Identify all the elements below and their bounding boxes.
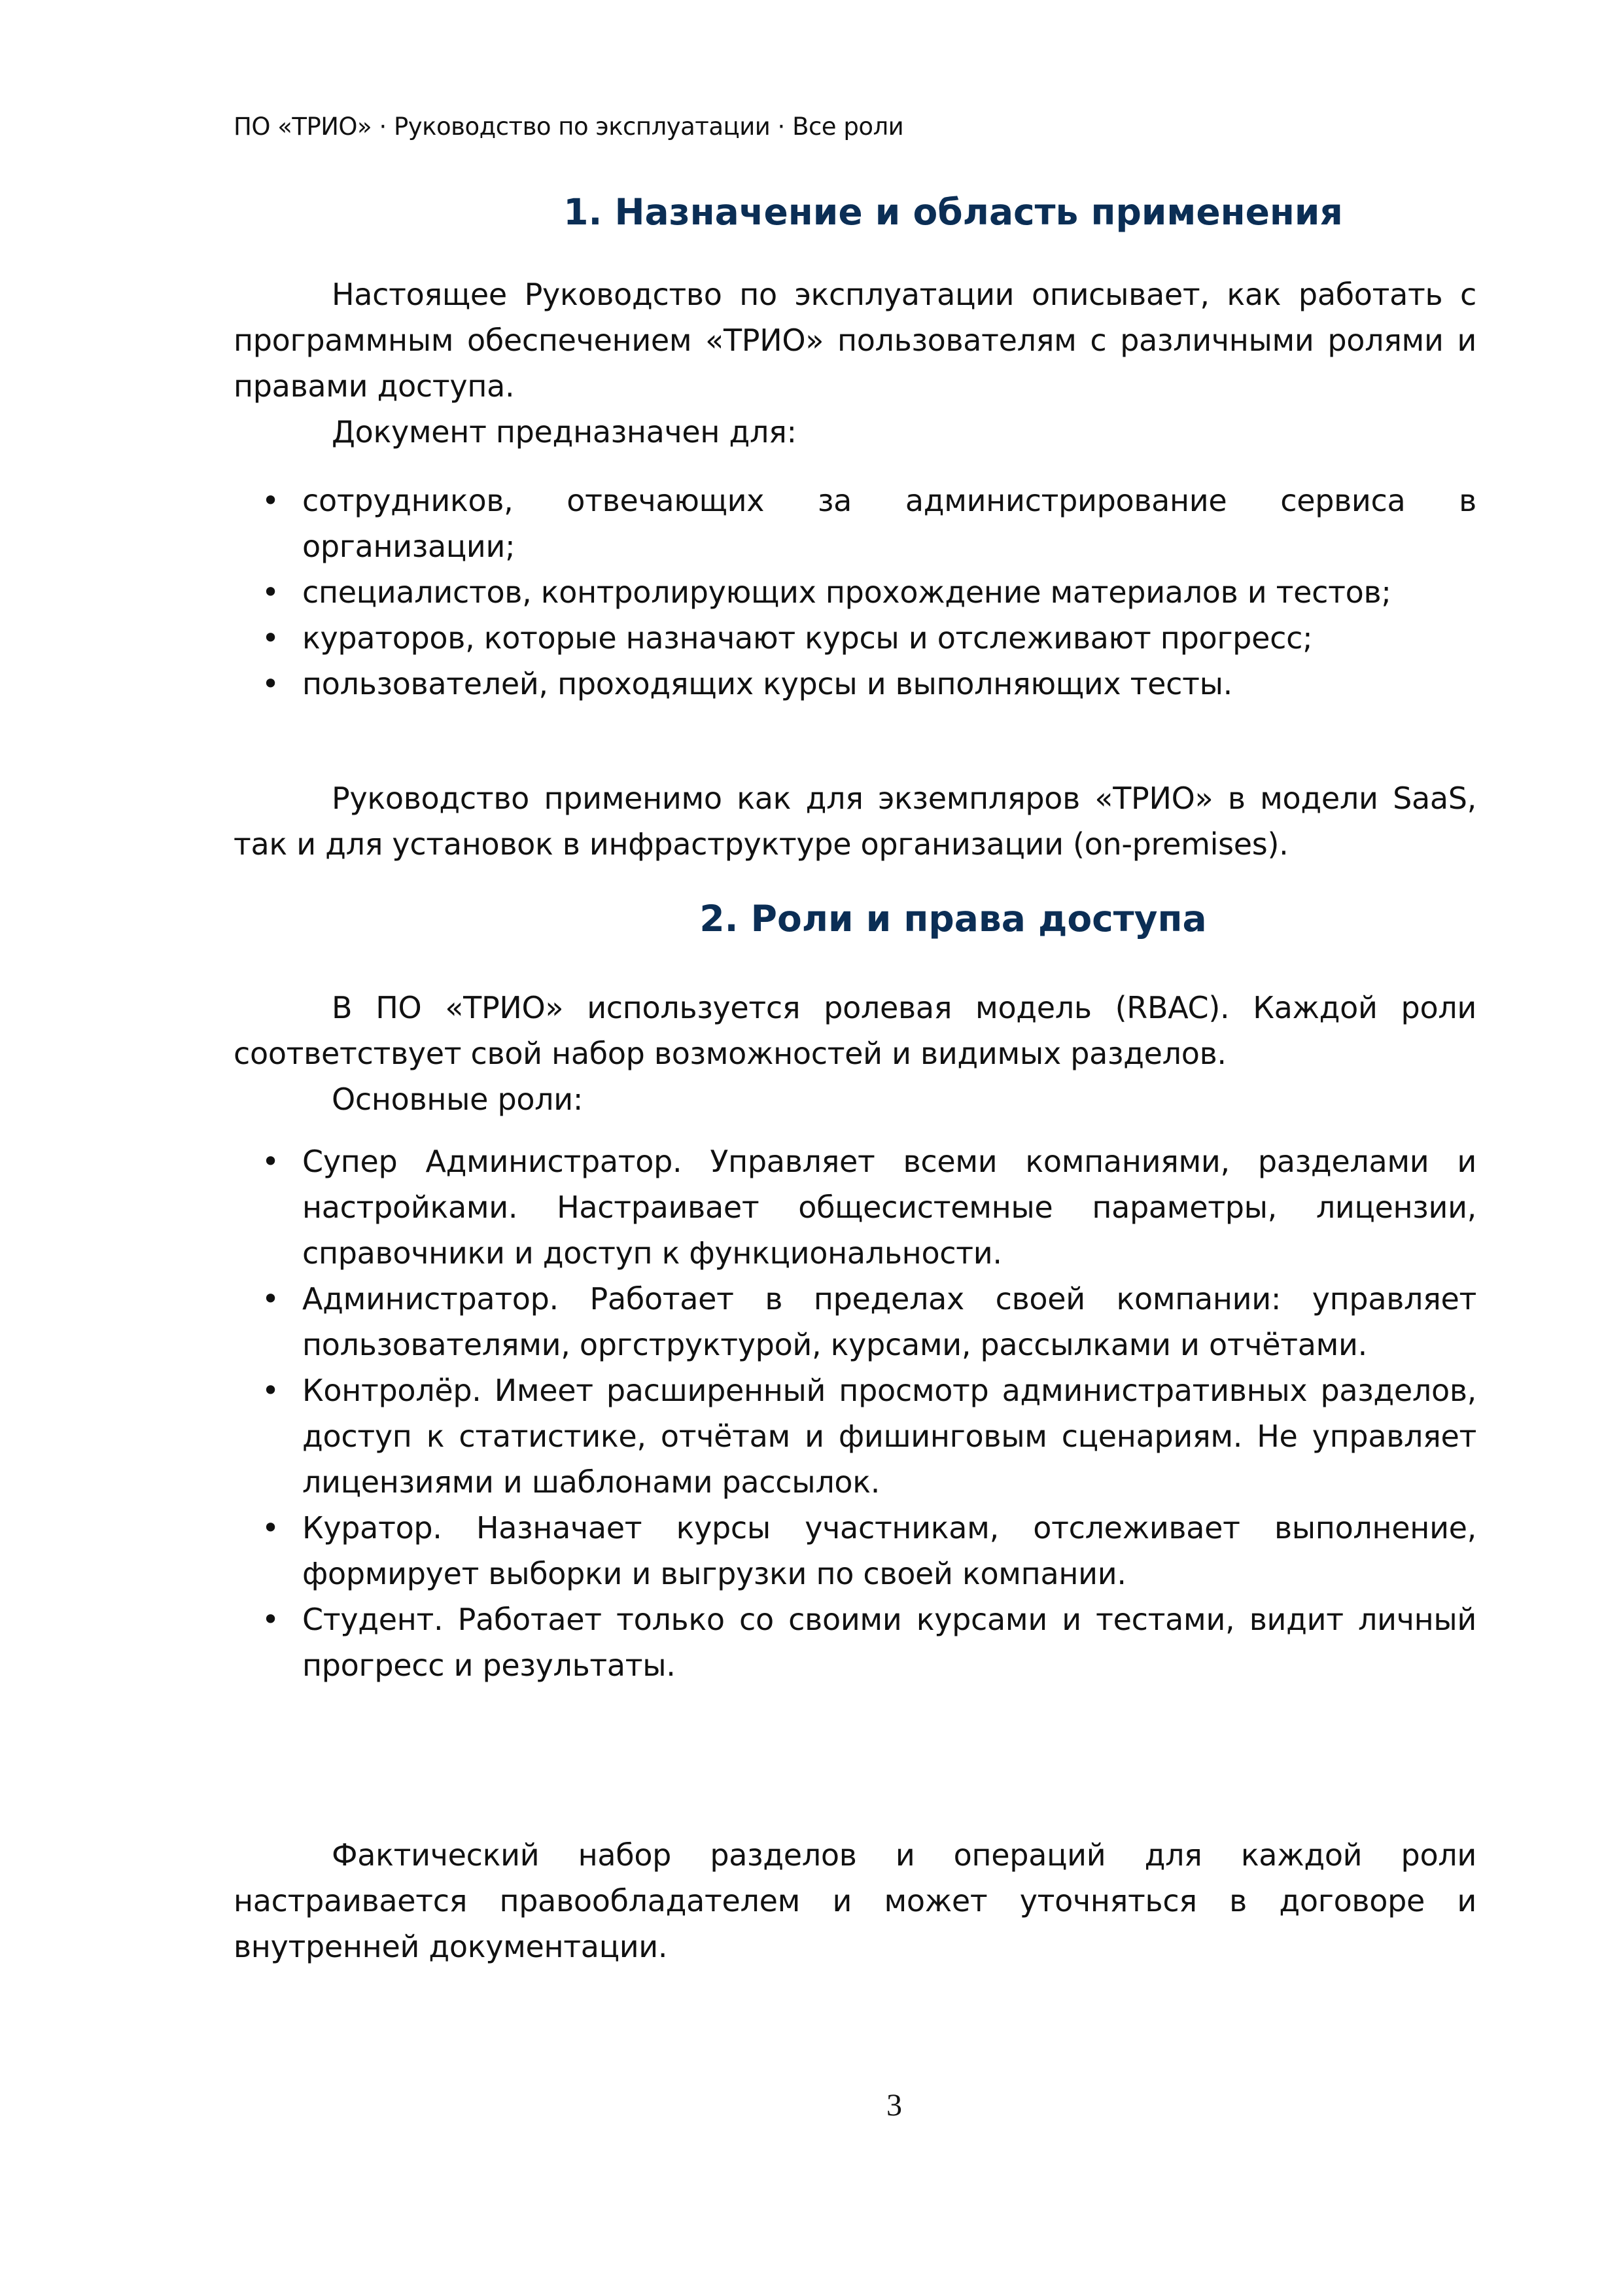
paragraph: Основные роли: [332, 1082, 584, 1117]
role-item: • Студент. Работает только со своими курсами и тестами, видит личный прогресс и результаты. [302, 1597, 1476, 1688]
bullet-icon: • [262, 483, 279, 518]
list-item: • кураторов, которые назначают курсы и отслеживают прогресс; [302, 615, 1476, 661]
audience-list [234, 478, 1476, 707]
list-item: • специалистов, контролирующих прохождение материалов и тестов; [302, 569, 1476, 615]
roles-list [234, 1139, 1476, 1688]
bullet-icon: • [262, 1373, 279, 1408]
bullet-icon: • [262, 1602, 279, 1637]
list-item: • сотрудников, отвечающих за администрирование сервиса в организации; [302, 478, 1476, 569]
paragraph: Руководство применимо как для экземпляров «ТРИО» в модели SaaS, так и для установок в инфраструктуре организации (on-premises). [234, 781, 1476, 862]
paragraph: Настоящее Руководство по эксплуатации описывает, как работать с программным обеспечением «ТРИО» пользователям с различными ролями и правами доступа. [234, 277, 1476, 404]
bullet-icon: • [262, 620, 279, 656]
role-item: • Контролёр. Имеет расширенный просмотр административных разделов, доступ к статистике, отчётам и фишинговым сценариям. Не управляет лицензиями и шаблонами рассылок. [302, 1368, 1476, 1505]
role-item: • Куратор. Назначает курсы участникам, отслеживает выполнение, формирует выборки и выгрузки по своей компании. [302, 1505, 1476, 1597]
bullet-icon: • [262, 666, 279, 701]
bullet-icon: • [262, 1144, 279, 1179]
section-1-closing [234, 775, 1476, 867]
running-header: ПО «ТРИО» · Руководство по эксплуатации · Все роли [234, 113, 904, 141]
list-item: • пользователей, проходящих курсы и выполняющих тесты. [302, 661, 1476, 707]
section-2-intro [234, 985, 1476, 1122]
section-2-title: 2. Роли и права доступа [699, 898, 1207, 940]
role-item: • Супер Администратор. Управляет всеми компаниями, разделами и настройками. Настраивает общесистемные параметры, лицензии, справочники и доступ к функциональности. [302, 1139, 1476, 1276]
section-1-intro [234, 272, 1476, 455]
page-number: 3 [886, 2088, 902, 2123]
paragraph: Фактический набор разделов и операций для каждой роли настраивается правообладателем и может уточняться в договоре и внутренней документации. [234, 1837, 1476, 1964]
section-2-closing [234, 1832, 1476, 1969]
bullet-icon: • [262, 574, 279, 610]
role-item: • Администратор. Работает в пределах своей компании: управляет пользователями, оргструктурой, курсами, рассылками и отчётами. [302, 1276, 1476, 1368]
bullet-icon: • [262, 1510, 279, 1545]
paragraph: Документ предназначен для: [332, 414, 797, 450]
paragraph: В ПО «ТРИО» используется ролевая модель (RBAC). Каждой роли соответствует свой набор возможностей и видимых разделов. [234, 990, 1476, 1071]
bullet-icon: • [262, 1281, 279, 1316]
section-1-title: 1. Назначение и область применения [563, 191, 1343, 233]
